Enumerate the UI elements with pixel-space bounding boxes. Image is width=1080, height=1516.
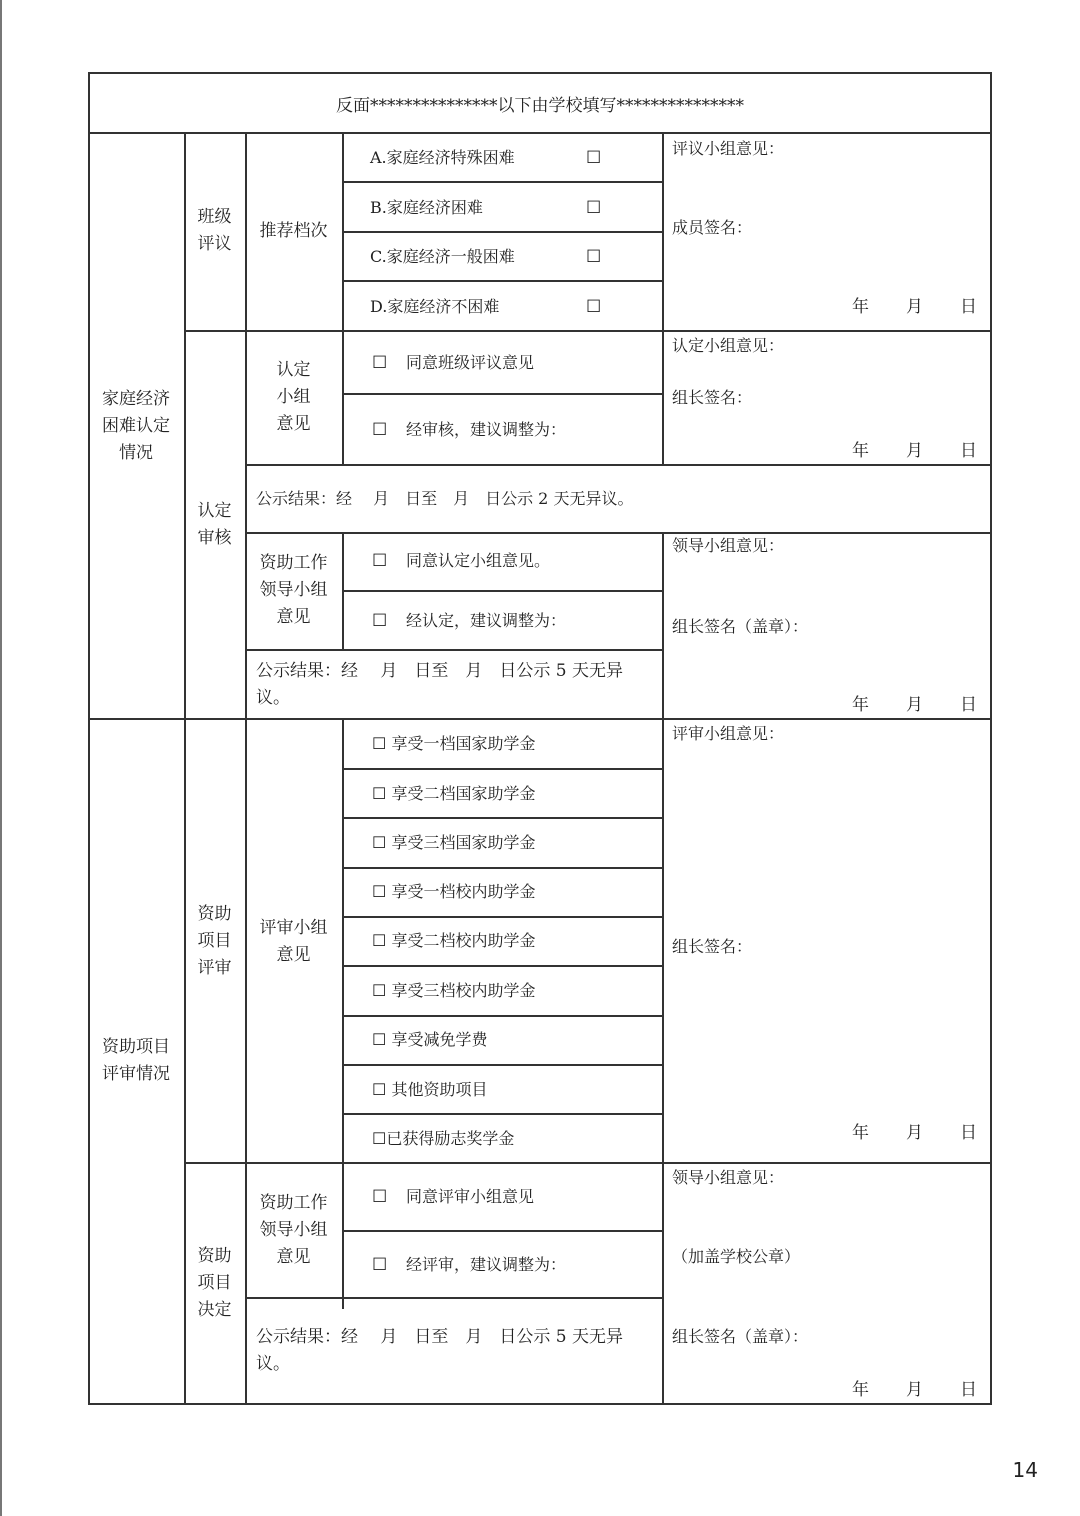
- agree-confirm-text: 同意认定小组意见。: [406, 551, 551, 570]
- funding-decision-label: 资助 项目 决定: [197, 1246, 232, 1320]
- leader-signature: 组长签名：: [672, 388, 753, 407]
- agree-class-text: 同意班级评议意见: [406, 353, 535, 372]
- recommend-level-label: 推荐档次: [259, 221, 328, 241]
- rule: [245, 532, 992, 534]
- school-form-table: [88, 72, 992, 1405]
- item-checkbox-row[interactable]: ☐已获得励志奖学金: [372, 1129, 515, 1148]
- rule: [342, 817, 662, 819]
- agree-eval-checkbox[interactable]: ☐: [372, 1187, 388, 1207]
- item-checkbox-row[interactable]: ☐ 其他资助项目: [372, 1080, 488, 1099]
- option-b-checkbox[interactable]: ☐: [586, 198, 602, 218]
- rule: [342, 280, 662, 282]
- agree-class-checkbox[interactable]: ☐: [372, 353, 388, 373]
- border-bottom: [88, 1403, 992, 1405]
- adjust-checkbox[interactable]: ☐: [372, 420, 388, 440]
- border-left: [88, 72, 90, 1405]
- confirm-group-label: 认定 小组 意见: [276, 360, 311, 434]
- rule: [342, 1064, 662, 1066]
- rule: [184, 132, 186, 1404]
- rule: [342, 916, 662, 918]
- item-checkbox-row[interactable]: ☐ 享受二档校内助学金: [372, 931, 536, 950]
- decision-leader-opinion: 领导小组意见：: [672, 1168, 785, 1187]
- rule: [245, 649, 662, 651]
- border-right: [990, 72, 992, 1405]
- item-checkbox-row[interactable]: ☐ 享受一档国家助学金: [372, 734, 536, 753]
- eval-group-label: 评审小组 意见: [259, 918, 328, 965]
- page-number: 14: [1012, 1458, 1038, 1482]
- leader-group-opinion: 领导小组意见：: [672, 536, 785, 555]
- rule: [342, 718, 344, 1309]
- adjust-eval-text: 经评审，建议调整为：: [406, 1255, 567, 1274]
- option-d: D.家庭经济不困难: [370, 297, 500, 316]
- item-checkbox-row[interactable]: ☐ 享受减免学费: [372, 1030, 488, 1049]
- border-top: [88, 72, 992, 74]
- item-checkbox-row[interactable]: ☐ 享受三档校内助学金: [372, 981, 536, 1000]
- class-appraisal-label: 班级 评议: [197, 207, 232, 254]
- decision-leader-group-label: 资助工作 领导小组 意见: [259, 1193, 328, 1267]
- adjust-confirm-text: 经认定，建议调整为：: [406, 611, 567, 630]
- rule: [184, 330, 992, 332]
- rule: [342, 965, 662, 967]
- date-line: 年 月 日: [852, 297, 977, 317]
- funding-eval-label: 资助 项目 评审: [197, 904, 232, 978]
- confirm-group-opinion: 认定小组意见：: [672, 336, 785, 355]
- rule: [342, 1113, 662, 1115]
- appraisal-group-opinion: 评议小组意见：: [672, 139, 785, 158]
- rule: [88, 132, 992, 134]
- date-line: 年 月 日: [852, 1380, 977, 1400]
- rule: [342, 867, 662, 869]
- school-seal-note: （加盖学校公章）: [672, 1247, 801, 1266]
- option-d-checkbox[interactable]: ☐: [586, 297, 602, 317]
- rule: [245, 1297, 662, 1299]
- option-a: A.家庭经济特殊困难: [370, 148, 515, 167]
- date-line: 年 月 日: [852, 695, 977, 715]
- option-a-checkbox[interactable]: ☐: [586, 148, 602, 168]
- rule: [662, 132, 664, 464]
- eval-group-opinion: 评审小组意见：: [672, 724, 785, 743]
- option-c: C.家庭经济一般困难: [370, 247, 515, 266]
- rule: [342, 393, 662, 395]
- date-line: 年 月 日: [852, 441, 977, 461]
- review-label: 认定 审核: [197, 501, 232, 548]
- item-checkbox-row[interactable]: ☐ 享受三档国家助学金: [372, 833, 536, 852]
- rule: [342, 590, 662, 592]
- adjust-eval-checkbox[interactable]: ☐: [372, 1255, 388, 1275]
- adjust-text: 经审核，建议调整为：: [406, 420, 567, 439]
- leader-signature-stamp: 组长签名（盖章）：: [672, 617, 809, 636]
- adjust-confirm-checkbox[interactable]: ☐: [372, 611, 388, 631]
- section-label-funding: 资助项目 评审情况: [102, 1037, 170, 1084]
- rule: [245, 464, 992, 466]
- agree-eval-text: 同意评审小组意见: [406, 1187, 535, 1206]
- rule: [662, 532, 664, 1404]
- leader-group-label: 资助工作 领导小组 意见: [259, 553, 328, 627]
- member-signature: 成员签名：: [672, 218, 753, 237]
- rule: [342, 181, 662, 183]
- option-b: B.家庭经济困难: [370, 198, 483, 217]
- rule: [88, 718, 992, 720]
- rule: [342, 231, 662, 233]
- option-c-checkbox[interactable]: ☐: [586, 247, 602, 267]
- agree-confirm-checkbox[interactable]: ☐: [372, 551, 388, 571]
- item-checkbox-row[interactable]: ☐ 享受二档国家助学金: [372, 784, 536, 803]
- form-header: 反面***************以下由学校填写***************: [336, 96, 744, 116]
- eval-leader-signature: 组长签名：: [672, 937, 753, 956]
- item-checkbox-row[interactable]: ☐ 享受一档校内助学金: [372, 882, 536, 901]
- rule: [184, 1162, 992, 1164]
- section-label-hardship: 家庭经济 困难认定 情况: [102, 389, 170, 463]
- rule: [342, 1230, 662, 1232]
- decision-leader-signature: 组长签名（盖章）：: [672, 1327, 809, 1346]
- notice-result-5days: 公示结果：经 月 日至 月 日公示 5 天无异 议。: [256, 661, 624, 708]
- rule: [342, 768, 662, 770]
- page-edge: [0, 0, 2, 1516]
- notice-result-5days-funding: 公示结果：经 月 日至 月 日公示 5 天无异 议。: [256, 1327, 624, 1374]
- notice-result-2days: 公示结果：经 月 日至 月 日公示 2 天无异议。: [256, 489, 634, 508]
- date-line: 年 月 日: [852, 1123, 977, 1143]
- rule: [342, 1015, 662, 1017]
